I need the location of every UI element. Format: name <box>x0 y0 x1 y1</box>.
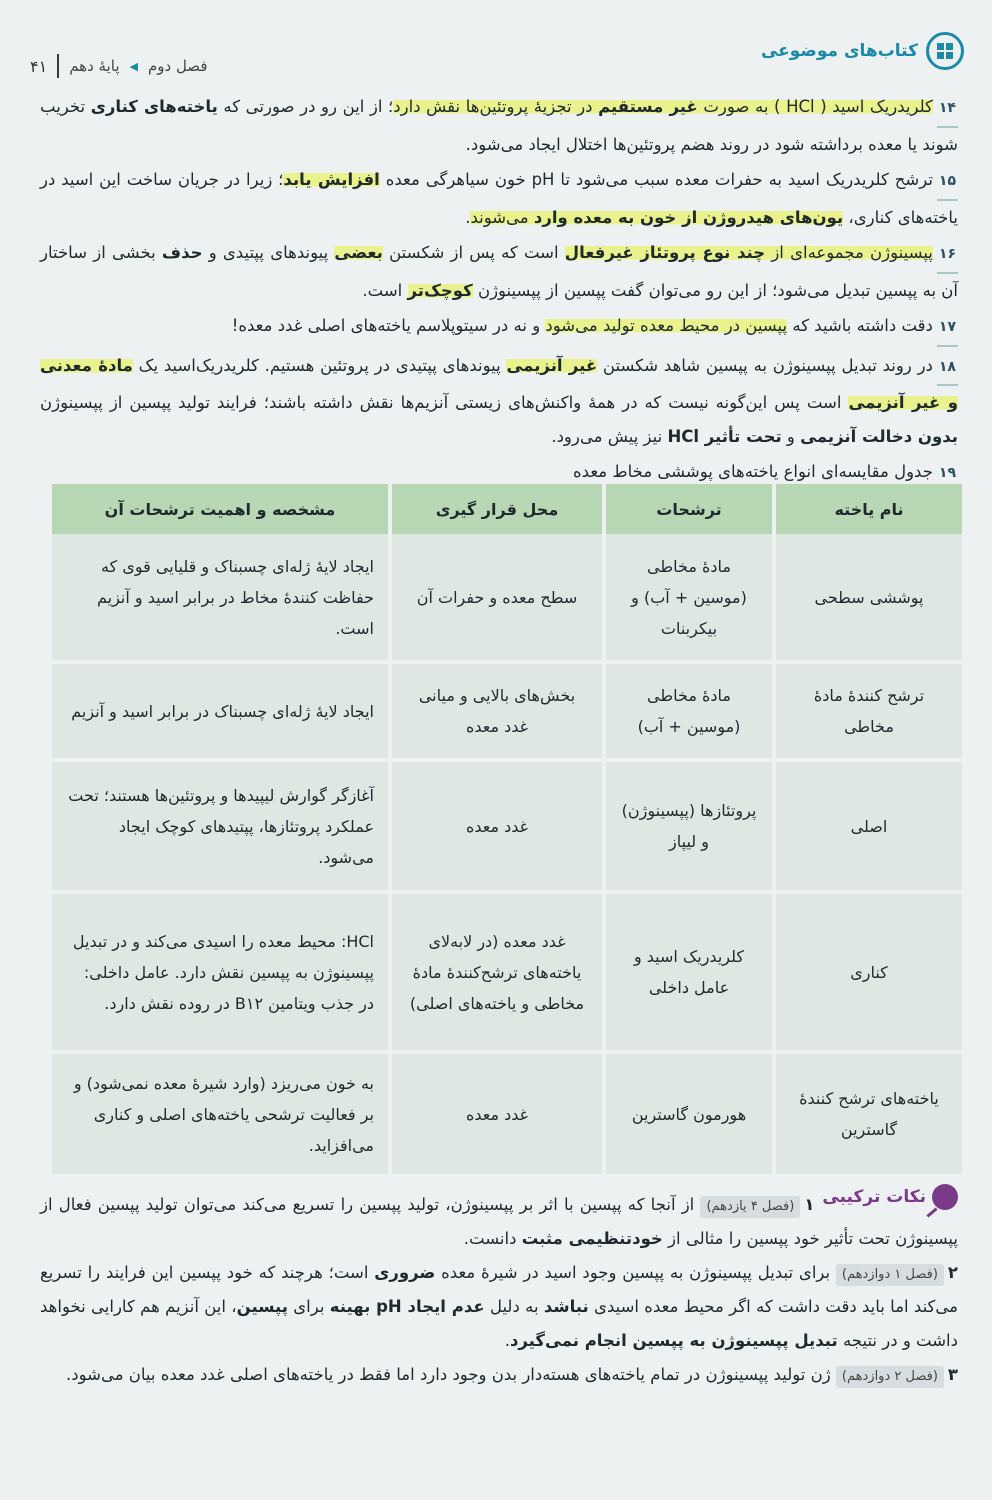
note-text: دقت داشته باشید که پپسین در محیط معده تولید می‌شود و نه در سیتوپلاسم یاخته‌های اصلی غدد معده! <box>231 316 933 335</box>
note-number: ۱۹ <box>937 457 958 493</box>
note-text: ژن تولید پپسینوژن در تمام یاخته‌های هسته‌دار بدن وجود دارد اما فقط در یاخته‌های اصلی غدد معده بیان می‌شود. <box>66 1365 836 1384</box>
cell-description: آغازگر گوارش لیپیدها و پروتئین‌ها هستند؛ تحت عملکرد پروتئازها، پپتیدهای کوچک ایجاد می‌شود. <box>52 760 390 892</box>
note-number: ۱ <box>804 1195 815 1214</box>
page-number: ۴۱ <box>30 56 48 76</box>
magnifier-icon <box>932 1184 958 1210</box>
combined-note <box>40 1180 958 1256</box>
table-header-row <box>52 484 962 534</box>
note-text: در روند تبدیل پپسینوژن به پپسین شاهد شکستن غیر آنزیمی پیوندهای پپتیدی در پروتئین هستیم. کلریدریک‌اسید یک مادهٔ معدنی و غیر آنزیمی است پس این‌گونه نیست که در همهٔ واکنش‌های زیستی آنزیم‌ها نقش داشته باشند؛ فرایند تولید پپسین از پپسینوژن بدون دخالت آنزیمی و تحت تأثیر HCl نیز پیش می‌رود. <box>40 355 958 446</box>
brand-name: کتاب‌های موضوعی <box>760 41 918 61</box>
table-row <box>52 760 962 892</box>
cell-secretion: پروتئازها (پپسینوژن) و لیپاز <box>604 760 774 892</box>
brand <box>761 32 964 70</box>
note-paragraph <box>40 236 958 307</box>
table-row <box>52 534 962 662</box>
column-header: مشخصه و اهمیت ترشحات آن <box>52 484 390 534</box>
note-text: برای تبدیل پپسینوژن به پپسین وجود اسید در شیرهٔ معده ضروری است؛ هرچند که خود پپسین این فرایند را تسریع می‌کند اما باید دقت داشت که اگر محیط معده اسیدی نباشد به دلیل عدم ایجاد pH بهینه برای پپسین، این آنزیم هم کارایی نخواهد داشت و در نتیجه تبدیل پپسینوژن به پپسین انجام نمی‌گیرد. <box>40 1263 959 1350</box>
note-text: جدول مقایسه‌ای انواع یاخته‌های پوششی مخاط معده <box>573 462 933 481</box>
column-header: ترشحات <box>604 484 774 534</box>
table-row <box>52 662 962 760</box>
table-row <box>52 892 962 1052</box>
note-number: ۱۶ <box>937 238 958 274</box>
note-number: ۱۴ <box>937 92 958 128</box>
divider <box>57 54 59 78</box>
cell-location: غدد معده (در لابه‌لای یاخته‌های ترشح‌کنندهٔ مادهٔ مخاطی و یاخته‌های اصلی) <box>390 892 604 1052</box>
cell-name: اصلی <box>774 760 962 892</box>
combined-note <box>40 1256 958 1358</box>
note-number: ۱۷ <box>937 311 958 347</box>
arrow-icon: ◀ <box>129 59 138 73</box>
note-paragraph <box>40 309 958 347</box>
combined-notes <box>40 1180 958 1392</box>
cell-description: به خون می‌ریزد (وارد شیرهٔ معده نمی‌شود) و بر فعالیت ترشحی یاخته‌های اصلی و کناری می‌افزاید. <box>52 1052 390 1176</box>
chapter-reference: (فصل ۴ یازدهم) <box>700 1196 800 1218</box>
cell-name: پوششی سطحی <box>774 534 962 662</box>
table-row <box>52 1052 962 1176</box>
note-paragraph <box>40 90 958 161</box>
cell-location: بخش‌های بالایی و میانی غدد معده <box>390 662 604 760</box>
cell-secretion: مادهٔ مخاطی (موسین + آب) و بیکربنات <box>604 534 774 662</box>
chapter-label: فصل دوم <box>147 57 208 75</box>
chapter-reference: (فصل ۱ دوازدهم) <box>836 1264 944 1286</box>
column-header: نام یاخته <box>774 484 962 534</box>
combined-note <box>40 1358 958 1392</box>
comparison-table <box>52 484 962 1178</box>
notes-title: نکات ترکیبی <box>822 1187 926 1207</box>
note-number: ۱۸ <box>937 351 958 387</box>
grade-label: پایهٔ دهم <box>69 57 120 75</box>
cell-name: یاخته‌های ترشح کنندهٔ گاسترین <box>774 1052 962 1176</box>
notes-body <box>40 90 958 495</box>
column-header: محل قرار گیری <box>390 484 604 534</box>
note-number: ۱۵ <box>937 165 958 201</box>
page-header <box>30 28 964 88</box>
note-number: ۲ <box>947 1263 958 1282</box>
note-text: ترشح کلریدریک اسید به حفرات معده سبب می‌شود تا pH خون سیاهرگی معده افزایش یابد؛ زیرا در جریان ساخت این اسید در یاخته‌های کناری، یون‌های هیدروژن از خون به معده وارد می‌شوند. <box>40 170 958 227</box>
breadcrumb <box>30 54 208 78</box>
cell-secretion: مادهٔ مخاطی (موسین + آب) <box>604 662 774 760</box>
cell-name: کناری <box>774 892 962 1052</box>
cell-description: ایجاد لایهٔ ژله‌ای چسبناک و قلیایی قوی که حفاظت کنندهٔ مخاط در برابر اسید و آنزیم است. <box>52 534 390 662</box>
note-paragraph <box>40 163 958 234</box>
cell-secretion: هورمون گاسترین <box>604 1052 774 1176</box>
note-text: کلریدریک اسید ( HCl ) به صورت غیر مستقیم در تجزیهٔ پروتئین‌ها نقش دارد؛ از این رو در صورتی که یاخته‌های کناری تخریب شوند یا معده برداشته شود در روند هضم پروتئین‌ها اختلال ایجاد می‌شود. <box>40 97 958 154</box>
cell-description: HCl: محیط معده را اسیدی می‌کند و در تبدیل پپسینوژن به پپسین نقش دارد. عامل داخلی: در جذب ویتامین B۱۲ در روده نقش دارد. <box>52 892 390 1052</box>
cell-location: غدد معده <box>390 760 604 892</box>
cell-location: سطح معده و حفرات آن <box>390 534 604 662</box>
cell-description: ایجاد لایهٔ ژله‌ای چسبناک در برابر اسید و آنزیم <box>52 662 390 760</box>
cell-secretion: کلریدریک اسید و عامل داخلی <box>604 892 774 1052</box>
note-number: ۳ <box>947 1365 958 1384</box>
note-paragraph <box>40 349 958 454</box>
note-text: از آنجا که پپسین با اثر بر پپسینوژن، تولید پپسین را تسریع می‌کند می‌توان تولید پپسین فعال از پپسینوژن تحت تأثیر خود پپسین را مثالی از خودتنظیمی مثبت دانست. <box>40 1195 958 1248</box>
cell-name: ترشح کنندهٔ مادهٔ مخاطی <box>774 662 962 760</box>
chapter-reference: (فصل ۲ دوازدهم) <box>836 1366 944 1388</box>
notes-heading <box>822 1180 958 1214</box>
cell-location: غدد معده <box>390 1052 604 1176</box>
note-text: پپسینوژن مجموعه‌ای از چند نوع پروتئاز غیرفعال است که پس از شکستن بعضی پیوندهای پپتیدی و حذف بخشی از ساختار آن به پپسین تبدیل می‌شود؛ از این رو می‌توان گفت پپسین از پپسینوژن کوچک‌تر است. <box>40 243 958 300</box>
book-logo-icon <box>926 32 964 70</box>
